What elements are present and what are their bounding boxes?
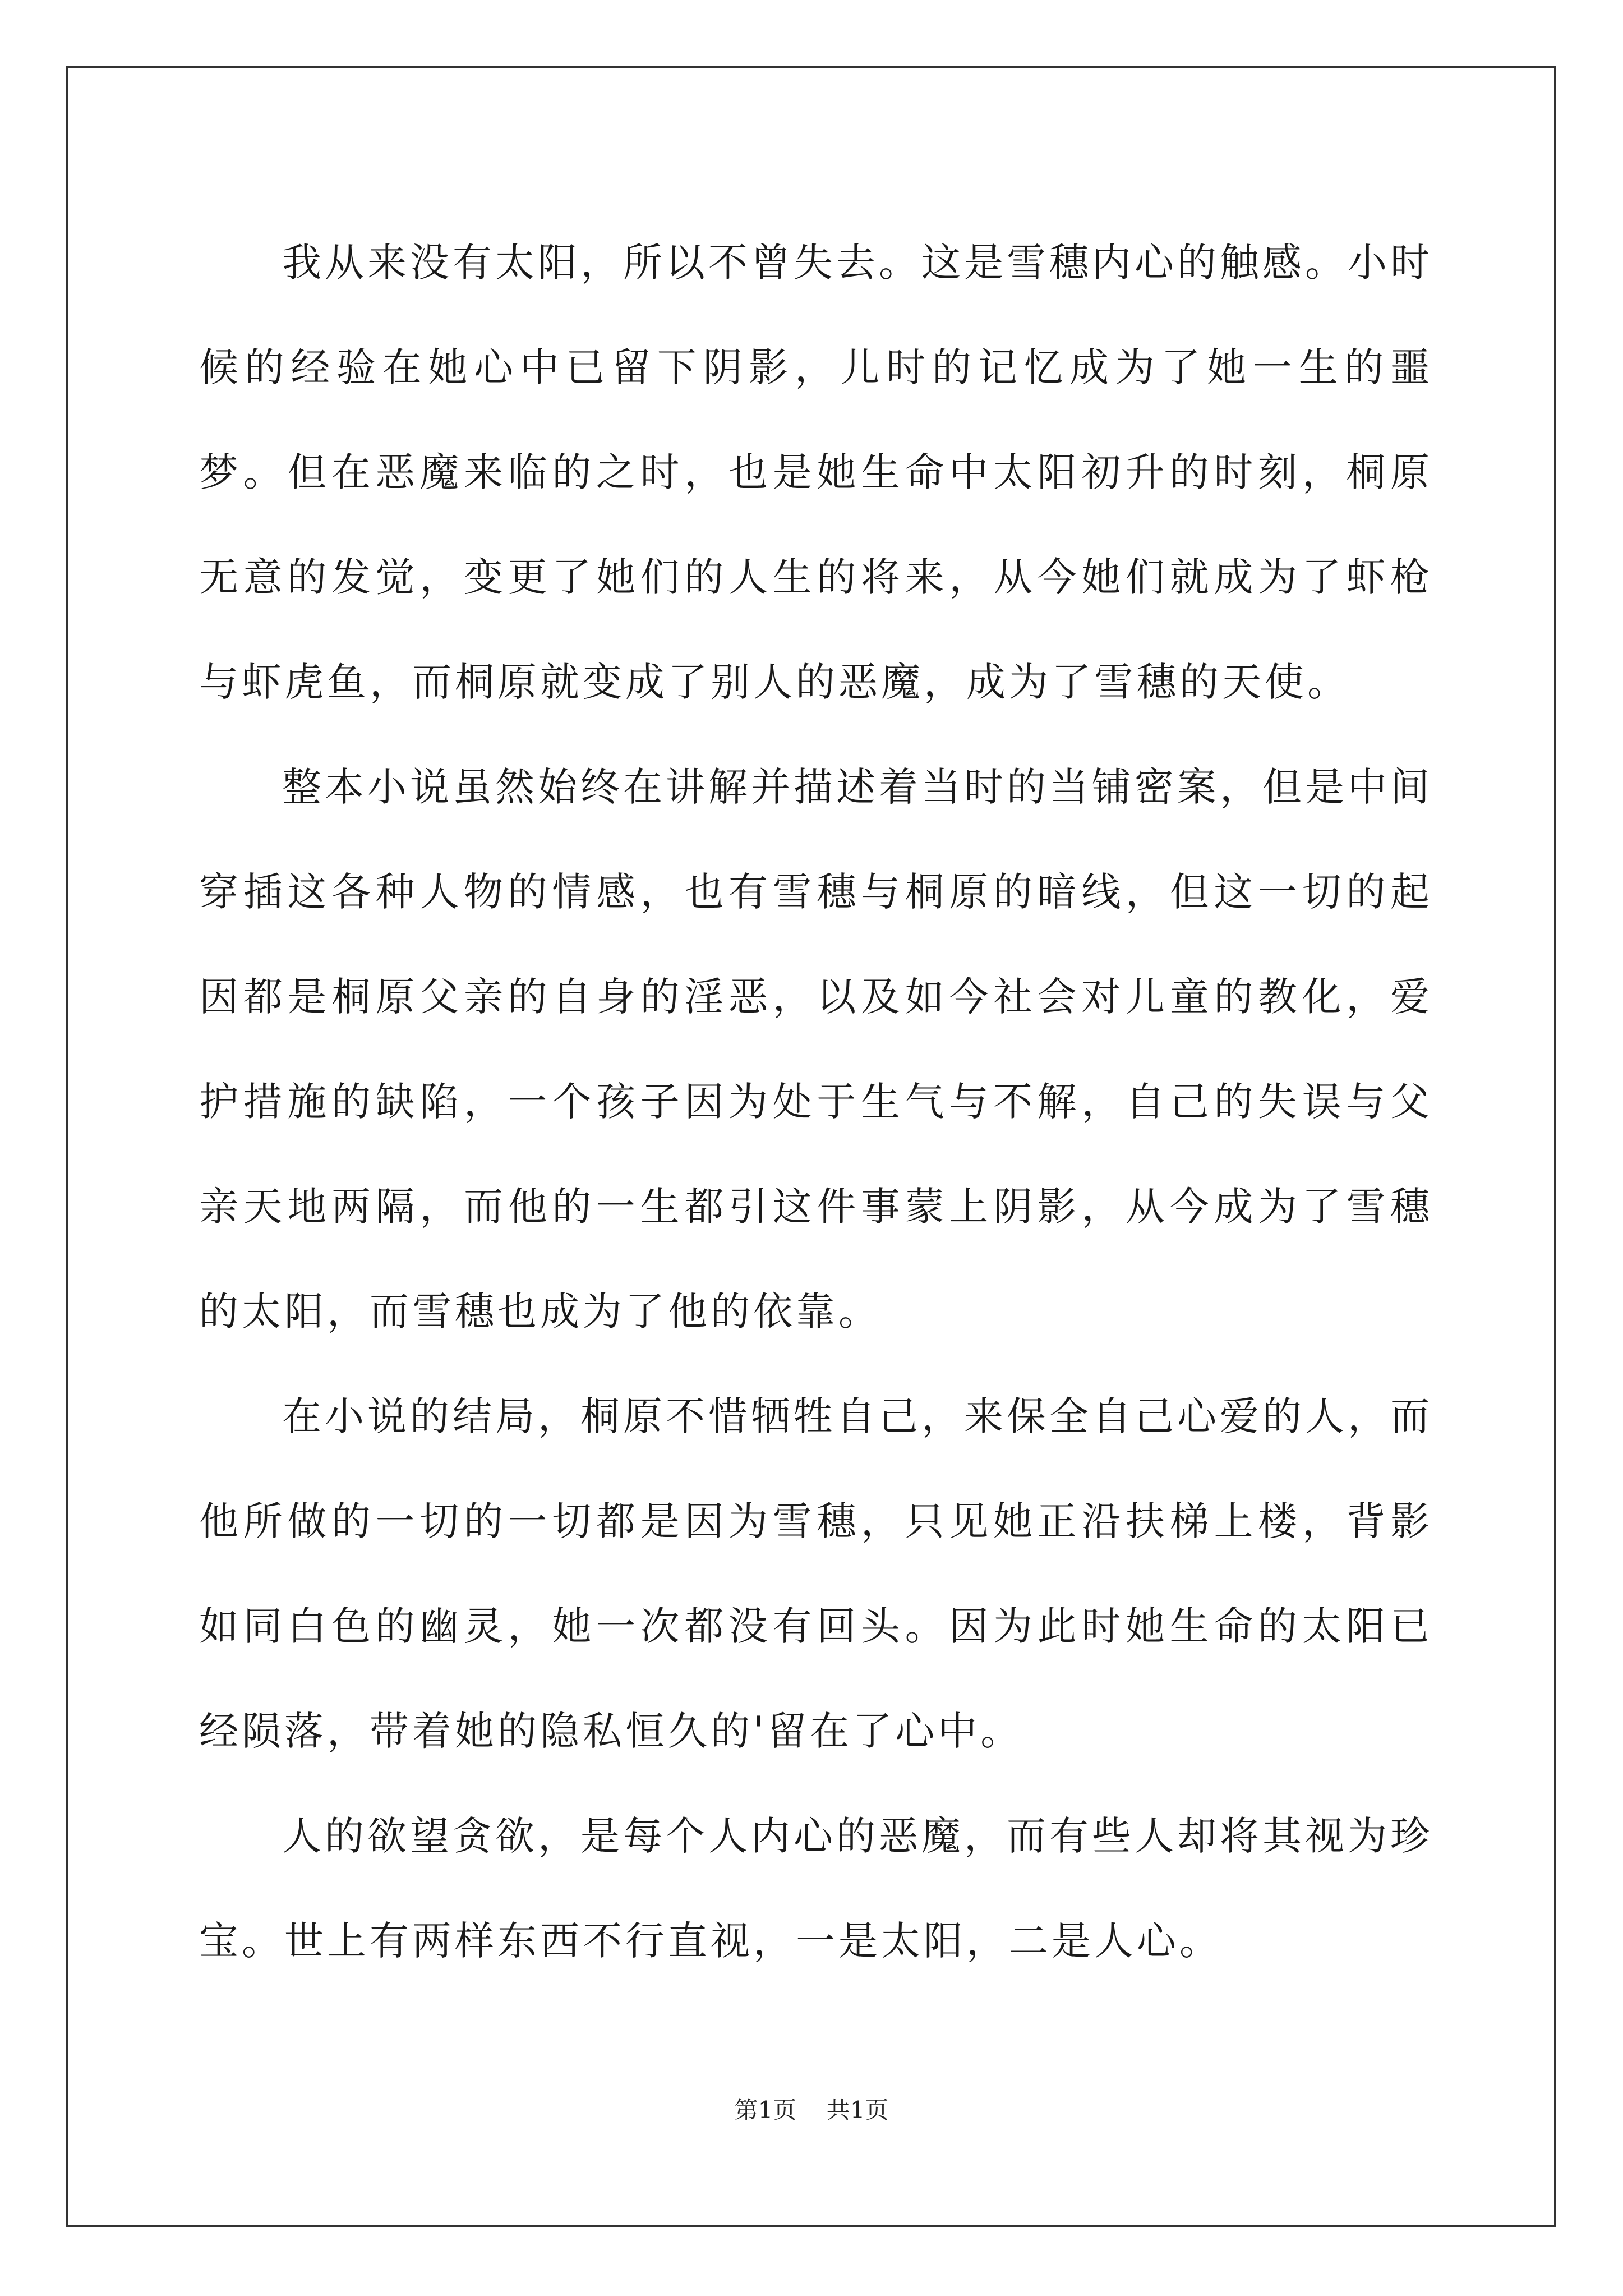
paragraph-3: 在小说的结局，桐原不惜牺牲自己，来保全自己心爱的人，而他所做的一切的一切都是因为雪穗，只见她正沿扶梯上楼，背影如同白色的幽灵，她一次都没有回头。因为此时她生命的太阳已经陨落，带着她的隐私恒久的'留在了心中。 <box>199 1393 1433 1754</box>
paragraph-1: 我从来没有太阳，所以不曾失去。这是雪穗内心的触感。小时候的经验在她心中已留下阴影，儿时的记忆成为了她一生的噩梦。但在恶魔来临的之时，也是她生命中太阳初升的时刻，桐原无意的发觉，变更了她们的人生的将来，从今她们就成为了虾枪与虾虎鱼，而桐原就变成了别人的恶魔，成为了雪穗的天使。 <box>199 240 1433 705</box>
page-footer <box>0 2093 1623 2127</box>
document-body <box>199 210 1433 1994</box>
paragraph-4: 人的欲望贪欲，是每个人内心的恶魔，而有些人却将其视为珍宝。世上有两样东西不行直视，一是太阳，二是人心。 <box>199 1813 1433 1964</box>
page-total: 共1页 <box>826 2096 889 2124</box>
paragraph-2: 整本小说虽然始终在讲解并描述着当时的当铺密案，但是中间穿插这各种人物的情感，也有雪穗与桐原的暗线，但这一切的起因都是桐原父亲的自身的淫恶，以及如今社会对儿童的教化，爱护措施的缺陷，一个孩子因为处于生气与不解，自己的失误与父亲天地两隔，而他的一生都引这件事蒙上阴影，从今成为了雪穗的太阳，而雪穗也成为了他的依靠。 <box>199 764 1433 1335</box>
page-number: 第1页 <box>734 2096 797 2124</box>
